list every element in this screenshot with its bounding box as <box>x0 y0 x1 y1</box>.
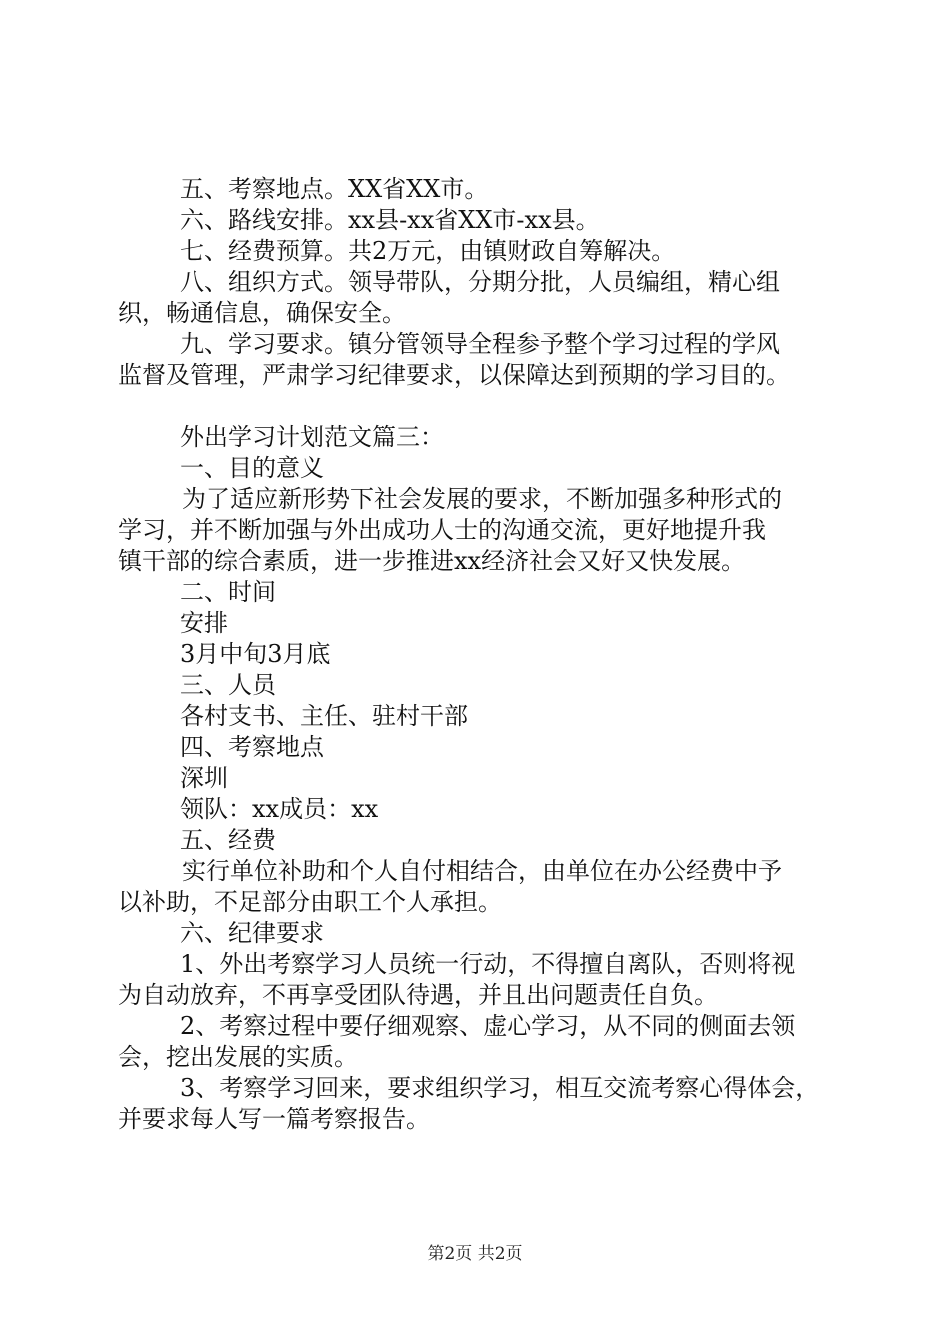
rule-1-cont: 为自动放弃，不再享受团队待遇，并且出问题责任自负。 <box>118 981 718 1009</box>
rule-2: 2、考察过程中要仔细观察、虚心学习，从不同的侧面去领 <box>180 1012 796 1040</box>
item-7-budget: 七、经费预算。共2万元，由镇财政自筹解决。 <box>180 237 676 265</box>
item-9-requirements: 九、学习要求。镇分管领导全程参予整个学习过程的学风 <box>180 330 780 358</box>
paragraph-purpose-3: 镇干部的综合素质，进一步推进xx经济社会又好又快发展。 <box>118 547 746 575</box>
heading-discipline: 六、纪律要求 <box>180 919 324 947</box>
rule-1: 1、外出考察学习人员统一行动，不得擅自离队，否则将视 <box>180 950 796 978</box>
location-value: 深圳 <box>180 764 228 792</box>
leader-members: 领队：xx成员：xx <box>180 795 379 823</box>
page-number-footer: 第2页 共2页 <box>427 1244 523 1264</box>
document-body <box>118 174 838 1135</box>
item-8-organization-cont: 织，畅通信息，确保安全。 <box>118 299 406 327</box>
heading-time-arrangement: 安排 <box>180 609 228 637</box>
rule-3-cont: 并要求每人写一篇考察报告。 <box>118 1105 430 1133</box>
paragraph-funding-2: 以补助，不足部分由职工个人承担。 <box>118 888 502 916</box>
paragraph-funding-1: 实行单位补助和个人自付相结合，由单位在办公经费中予 <box>182 857 782 885</box>
time-value: 3月中旬3月底 <box>180 640 331 668</box>
item-8-organization: 八、组织方式。领导带队，分期分批，人员编组，精心组 <box>180 268 780 296</box>
item-6-route: 六、路线安排。xx县-xx省XX市-xx县。 <box>180 206 600 234</box>
paragraph-purpose-2: 学习，并不断加强与外出成功人士的沟通交流，更好地提升我 <box>118 516 766 544</box>
rule-2-cont: 会，挖出发展的实质。 <box>118 1043 358 1071</box>
paragraph-purpose-1: 为了适应新形势下社会发展的要求，不断加强多种形式的 <box>182 485 782 513</box>
section-title: 外出学习计划范文篇三： <box>180 423 444 451</box>
item-9-requirements-cont: 监督及管理，严肃学习纪律要求，以保障达到预期的学习目的。 <box>118 361 790 389</box>
heading-people: 三、人员 <box>180 671 276 699</box>
people-value: 各村支书、主任、驻村干部 <box>180 702 468 730</box>
rule-3: 3、考察学习回来，要求组织学习，相互交流考察心得体会， <box>180 1074 820 1102</box>
item-5-location: 五、考察地点。XX省XX市。 <box>180 175 489 203</box>
heading-location: 四、考察地点 <box>180 733 324 761</box>
heading-funding: 五、经费 <box>180 826 276 854</box>
section-gap <box>118 391 838 422</box>
heading-purpose: 一、目的意义 <box>180 454 324 482</box>
heading-time: 二、时间 <box>180 578 276 606</box>
